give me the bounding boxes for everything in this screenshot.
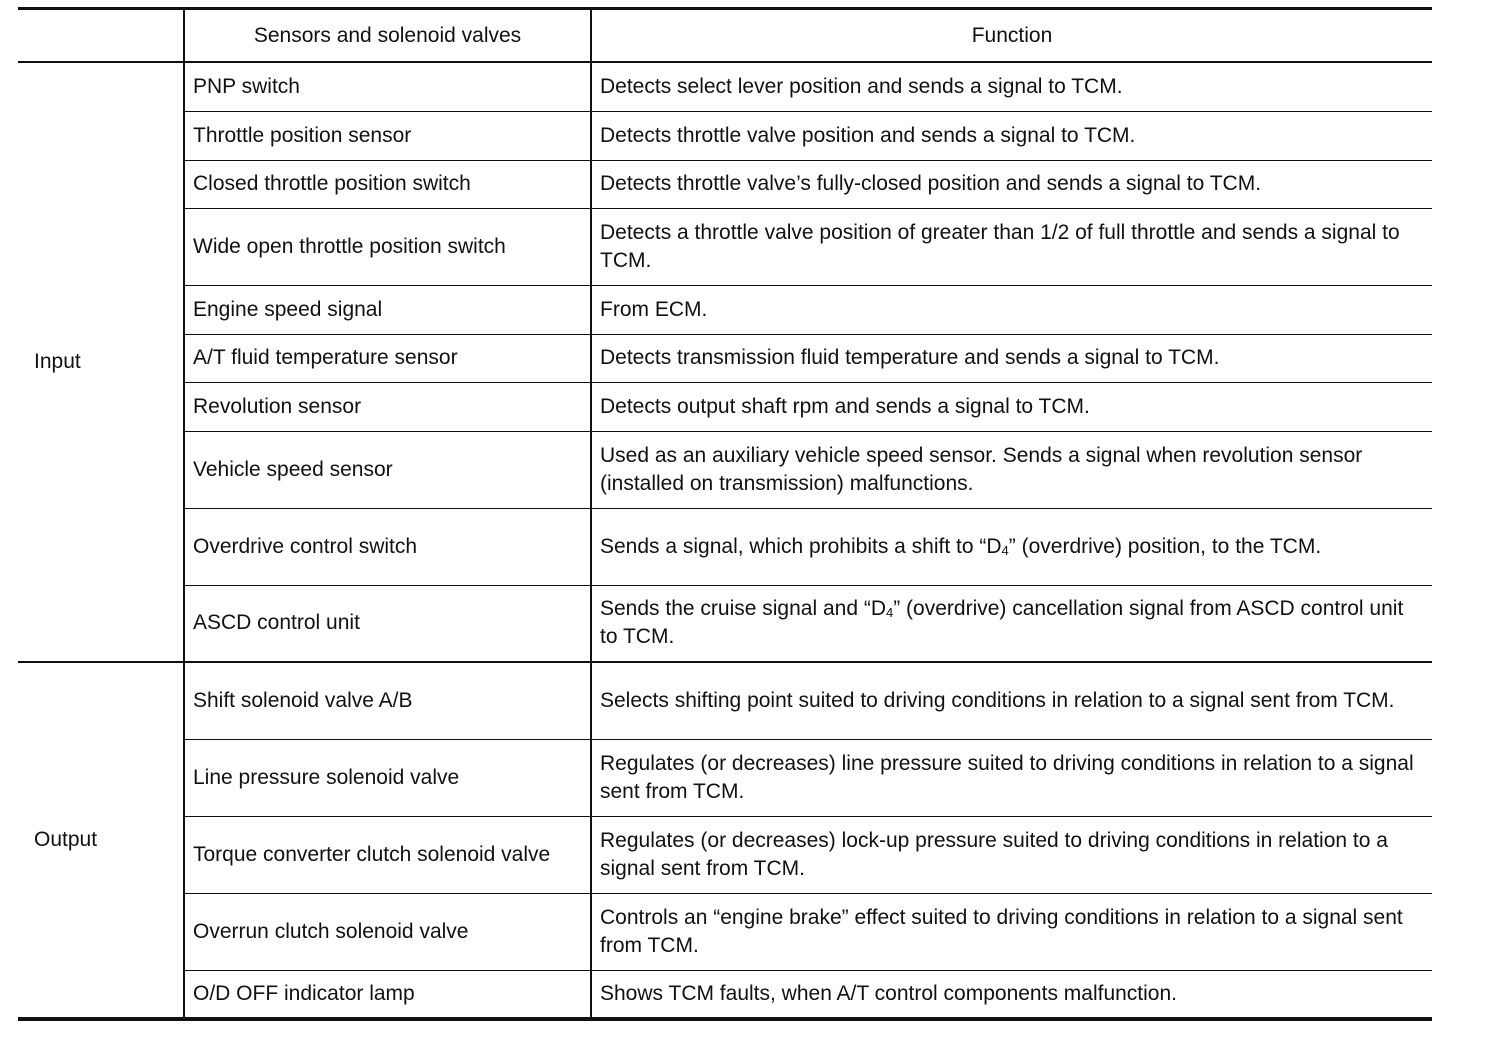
function-cell: Shows TCM faults, when A/T control components malfunction. <box>591 970 1432 1019</box>
function-cell <box>591 585 1432 662</box>
sensor-cell: Torque converter clutch solenoid valve <box>184 816 591 893</box>
sensor-cell: Revolution sensor <box>184 382 591 431</box>
function-cell <box>591 508 1432 585</box>
table-row <box>18 285 1432 334</box>
table-row <box>18 970 1432 1019</box>
function-cell: Detects select lever position and sends a signal to TCM. <box>591 62 1432 111</box>
function-text: Sends a signal, which prohibits a shift to “D <box>600 534 1002 558</box>
subscript-text: 4 <box>886 605 894 621</box>
sensor-cell: Line pressure solenoid valve <box>184 739 591 816</box>
header-group <box>18 9 184 63</box>
sensor-cell: Wide open throttle position switch <box>184 208 591 285</box>
sensor-cell: O/D OFF indicator lamp <box>184 970 591 1019</box>
table-row <box>18 508 1432 585</box>
sensor-cell: Vehicle speed sensor <box>184 431 591 508</box>
sensor-cell: Engine speed signal <box>184 285 591 334</box>
document-page <box>18 7 1432 1021</box>
table-row <box>18 431 1432 508</box>
sensor-cell: Throttle position sensor <box>184 111 591 160</box>
function-cell: Regulates (or decreases) lock-up pressure suited to driving conditions in relation to a signal sent from TCM. <box>591 816 1432 893</box>
header-sensors: Sensors and solenoid valves <box>184 9 591 63</box>
function-cell: Detects transmission fluid temperature and sends a signal to TCM. <box>591 334 1432 382</box>
table-row <box>18 160 1432 208</box>
function-text: ” (overdrive) cancellation signal from ASCD control unit to TCM. <box>600 597 1404 649</box>
sensor-cell: Shift solenoid valve A/B <box>184 662 591 739</box>
table-row <box>18 585 1432 662</box>
sensor-cell: ASCD control unit <box>184 585 591 662</box>
table-row <box>18 662 1432 739</box>
function-cell: From ECM. <box>591 285 1432 334</box>
table-row <box>18 893 1432 970</box>
sensor-cell: PNP switch <box>184 62 591 111</box>
table-row <box>18 816 1432 893</box>
group-label-input: Input <box>34 350 81 373</box>
function-cell: Detects throttle valve’s fully-closed position and sends a signal to TCM. <box>591 160 1432 208</box>
function-cell: Detects a throttle valve position of greater than 1/2 of full throttle and sends a signal to TCM. <box>591 208 1432 285</box>
table-row <box>18 739 1432 816</box>
sensor-cell: A/T fluid temperature sensor <box>184 334 591 382</box>
output-group <box>18 662 1432 1019</box>
function-cell: Detects output shaft rpm and sends a signal to TCM. <box>591 382 1432 431</box>
sensor-cell: Overrun clutch solenoid valve <box>184 893 591 970</box>
sensor-function-table <box>18 7 1432 1021</box>
header-function: Function <box>591 9 1432 63</box>
group-label-output: Output <box>34 828 98 851</box>
table-row <box>18 208 1432 285</box>
function-cell: Selects shifting point suited to driving conditions in relation to a signal sent from TCM. <box>591 662 1432 739</box>
input-group <box>18 62 1432 662</box>
function-cell: Detects throttle valve position and sends a signal to TCM. <box>591 111 1432 160</box>
sensor-cell: Overdrive control switch <box>184 508 591 585</box>
table-row <box>18 382 1432 431</box>
function-cell: Controls an “engine brake” effect suited to driving conditions in relation to a signal sent from TCM. <box>591 893 1432 970</box>
function-cell: Regulates (or decreases) line pressure suited to driving conditions in relation to a signal sent from TCM. <box>591 739 1432 816</box>
table-row <box>18 334 1432 382</box>
table-row <box>18 111 1432 160</box>
subscript-text: 4 <box>1001 542 1009 558</box>
function-text: Sends the cruise signal and “D <box>600 597 886 621</box>
function-cell: Used as an auxiliary vehicle speed sensor. Sends a signal when revolution sensor (installed on transmission) malfunctions. <box>591 431 1432 508</box>
table-header-row <box>18 9 1432 63</box>
sensor-cell: Closed throttle position switch <box>184 160 591 208</box>
table-row <box>18 62 1432 111</box>
function-text: ” (overdrive) position, to the TCM. <box>1008 534 1322 558</box>
